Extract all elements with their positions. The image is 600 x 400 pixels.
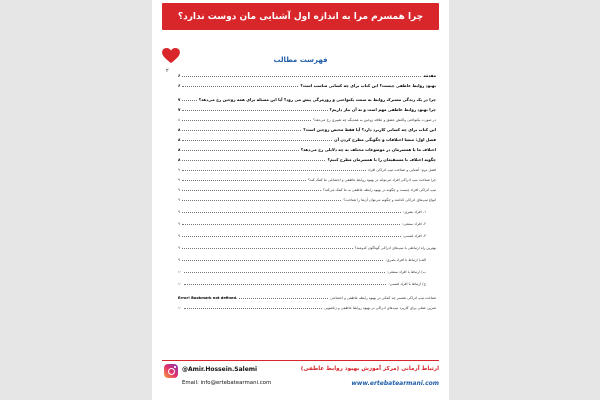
toc-leader-dots <box>182 138 332 141</box>
toc-leader-dots <box>182 84 298 87</box>
toc-entry-page: ۸ <box>178 137 181 142</box>
toc-entry-page: ۷ <box>178 107 181 112</box>
toc-entry[interactable] <box>178 178 436 182</box>
toc-leader-dots <box>182 258 384 261</box>
toc-entry-page: ۸ <box>178 127 181 132</box>
toc-entry[interactable] <box>178 270 436 274</box>
toc-entry-page: ۹ <box>178 222 180 226</box>
toc-entry-page: ۹ <box>178 168 180 172</box>
toc-entry-text: انواع تیپ‌های ادراکی کدامند و چگونه می‌توان آن‌ها را شناخت؟ <box>343 198 436 202</box>
toc-leader-dots <box>182 222 400 225</box>
toc-entry-text: بهترین راه ارتباطی با تیپ‌های ادراکی گوناگون کدومند؟ <box>354 246 436 250</box>
toc-entry[interactable] <box>178 282 436 286</box>
toc-entry-text: چرا بهبود روابط عاطفی مهم است و به آن نیاز داریم؟ <box>329 107 436 112</box>
toc-entry-page: ۶ <box>178 73 181 78</box>
toc-entry-page: ۱۰ <box>178 270 182 274</box>
toc-leader-dots <box>182 118 311 121</box>
toc-leader-dots <box>182 128 301 131</box>
toc-entry-text: ۲- افراد سمعی: <box>402 222 426 226</box>
toc-entry[interactable] <box>178 188 436 192</box>
toc-entry[interactable] <box>178 222 436 226</box>
toc-entry-page: ۹ <box>178 198 180 202</box>
toc-entry[interactable] <box>178 148 436 152</box>
toc-leader-dots <box>184 282 387 285</box>
toc-entry-page: ۹ <box>178 234 180 238</box>
toc-leader-dots <box>182 108 327 111</box>
toc-entry[interactable] <box>178 246 436 250</box>
toc-entry-text: فصل دوم: آشنایی و شناخت تیپ ادراکی افراد <box>367 168 436 172</box>
toc-entry-text: چرا در یک زندگی مشترک روابط به سمت یکنواختی و روزمرگی پیش می رود؟ آیا این مسئله برای همه زوجین رخ می‌دهد؟ <box>198 97 436 102</box>
instagram-icon <box>164 364 178 378</box>
toc-entry-page: ۶ <box>178 83 181 88</box>
toc-leader-dots <box>182 168 366 171</box>
toc-entry-text: فصل اول: منشا اختلافات و چگونگی مطرح کردن آن <box>334 137 436 142</box>
toc-entry[interactable] <box>178 128 436 132</box>
toc-leader-dots <box>182 98 196 101</box>
toc-entry[interactable] <box>178 306 436 310</box>
toc-leader-dots <box>182 210 401 213</box>
toc-entry-page: ۸ <box>178 157 181 162</box>
toc-entry-page: ۹ <box>178 188 180 192</box>
toc-entry-text: ب) ارتباط با افراد سمعی: <box>386 270 426 274</box>
toc-entry-page: ۹ <box>178 178 180 182</box>
toc-leader-dots <box>182 198 341 201</box>
toc-entry-page: ۸ <box>178 147 181 152</box>
toc-entry[interactable] <box>178 158 436 162</box>
banner-title: چرا همسرم مرا به اندازه اول آشنایی مان دوست ندارد؟ <box>162 3 439 30</box>
toc-entry-text: تمرین عملی برای کاربرد تیپ‌های ادراکی در بهبود روابط عاطفی و زناشویی <box>324 306 436 310</box>
toc-entry[interactable] <box>178 98 436 102</box>
toc-leader-dots <box>182 158 325 161</box>
toc-entry-page: ۹ <box>178 210 180 214</box>
toc-entry[interactable] <box>178 118 436 122</box>
toc-entry-text: اختلاف ما با همسرمان در موضوعات مختلف به چه دلایلی رخ می‌دهد؟ <box>300 147 436 152</box>
toc-entry-text: تیپ ادراکی افراد چیست و چگونه در بهبود رابطه عاطفی به ما کمک می‌کند؟ <box>322 188 436 192</box>
toc-entry-page: ۷ <box>178 97 181 102</box>
toc-entry-page: ۸ <box>178 118 180 122</box>
toc-entry[interactable] <box>178 198 436 202</box>
page-number: ۲ <box>166 68 169 74</box>
toc-entry-page: ۹ <box>178 258 180 262</box>
toc-entry-text: ۱- افراد بصری: <box>403 210 426 214</box>
toc-entry-text: چگونه اختلاف با مستقیمان را با همسرمان مطرح کنیم؟ <box>327 157 436 162</box>
toc-entry[interactable] <box>178 234 436 238</box>
toc-entry-suffix: شناخت تیپ ادراکی همسر چه کمکی در بهبود رابطه عاطفی و اجتماعی <box>330 296 436 300</box>
toc-entry-text: چرا شناخت تیپ ادراکی افراد می‌تواند در بهبود روابط عاطفی و اجتماعی ما کمک کند؟ <box>307 178 436 182</box>
toc-entry[interactable] <box>178 168 436 172</box>
toc-entry-text: این کتاب برای چه کسانی کاربرد دارد؟ آیا فقط مختص زوجین است؟ <box>303 127 436 132</box>
document-page <box>152 0 449 400</box>
toc-entry-page: ۹ <box>178 246 180 250</box>
toc-entry[interactable] <box>178 84 436 88</box>
toc-entry[interactable] <box>178 74 436 78</box>
toc-entry-text: ۳- افراد لمسی: <box>402 234 426 238</box>
toc-entry-page: ۱۰ <box>178 282 182 286</box>
toc-leader-dots <box>184 306 322 309</box>
contact-email: Email: info@ertebatearmani.com <box>182 380 272 386</box>
toc-entry-text: بهبود روابط عاطفی چیست؟ این کتاب برای چه کسانی مناسب است؟ <box>300 83 436 88</box>
instagram-handle: @Amir.Hossein.Salemi <box>182 366 258 373</box>
toc-title: فهرست مطالب <box>273 56 328 64</box>
toc-entry[interactable] <box>178 258 436 262</box>
toc-leader-dots <box>184 270 385 273</box>
toc-leader-dots <box>182 246 353 249</box>
toc-entry-text: در صورت یکنواختی واکنش عشق و علاقه زوجین به همدیگه چه تغییری رخ می‌دهد؟ <box>313 118 436 122</box>
toc-entry-text: مقدمه <box>423 73 436 78</box>
toc-entry[interactable] <box>178 210 436 214</box>
toc-entry-text: Error! Bookmark not defined. <box>178 296 238 300</box>
toc-entry-text: ج) ارتباط با افراد لمسی: <box>388 282 426 286</box>
toc-entry[interactable] <box>178 108 436 112</box>
footer-divider <box>162 360 439 361</box>
toc-leader-dots <box>182 188 321 191</box>
toc-leader-dots <box>182 178 306 181</box>
toc-entry-text: الف) ارتباط با افراد بصری: <box>385 258 426 262</box>
table-of-contents <box>178 70 436 310</box>
brand-url[interactable]: www.ertebatearmani.com <box>351 380 439 387</box>
toc-leader-dots <box>239 296 328 299</box>
brand-name: ارتباط آرمانی (مرکز آموزش بهبود روابط عاطفی) <box>300 366 439 372</box>
toc-entry-page: ۱۰ <box>178 306 182 310</box>
toc-leader-dots <box>182 234 401 237</box>
toc-leader-dots <box>182 148 298 151</box>
toc-leader-dots <box>182 74 421 77</box>
toc-entry[interactable] <box>178 296 436 300</box>
toc-entry[interactable] <box>178 138 436 142</box>
